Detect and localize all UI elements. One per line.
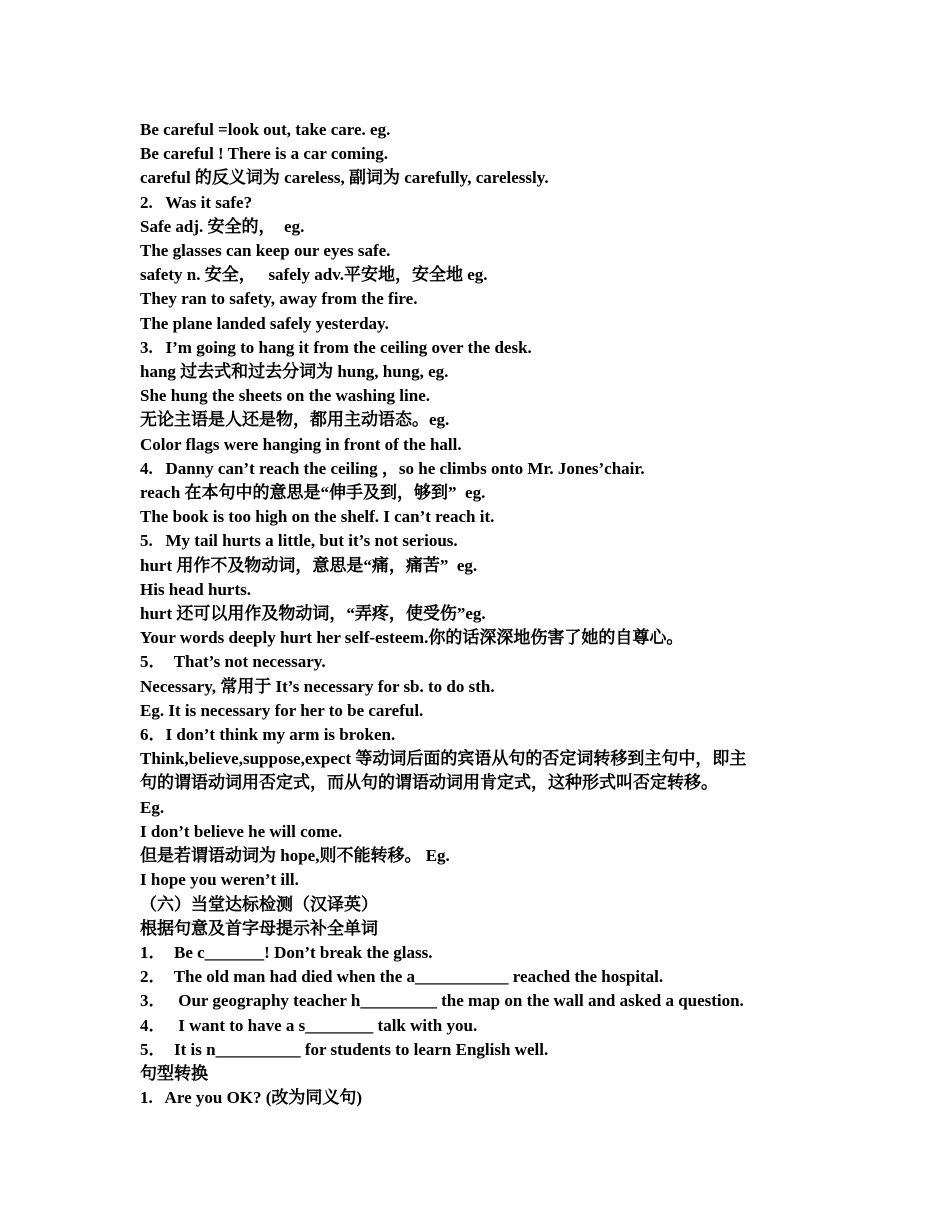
- exercise-instruction: 句型转换: [140, 1063, 208, 1083]
- text-line: Be careful =look out, take care. eg.: [140, 120, 391, 139]
- text-line: safety n. 安全， safely adv.平安地，安全地 eg.: [140, 265, 488, 285]
- text-line: Eg. It is necessary for her to be careful.: [140, 700, 424, 720]
- text-line: 句的谓语动词用否定式，而从句的谓语动词用肯定式，这种形式叫否定转移。: [140, 773, 718, 793]
- text-line: Safe adj. 安全的， eg.: [140, 216, 305, 236]
- section-heading: 5． That’s not necessary.: [140, 652, 326, 672]
- text-line: hurt 还可以用作及物动词，“弄疼，使受伤”eg.: [140, 604, 486, 624]
- text-line: She hung the sheets on the washing line.: [140, 386, 431, 406]
- text-line: Be careful ! There is a car coming.: [140, 144, 389, 164]
- text-line: Think,believe,suppose,expect 等动词后面的宾语从句的否定词转移到主句中，即主: [140, 749, 747, 769]
- exercise-section-title: （六）当堂达标检测（汉译英）: [140, 894, 378, 914]
- section-heading: 4. Danny can’t reach the ceiling ，so he climbs onto Mr. Jones’chair.: [140, 458, 645, 478]
- section-heading: 5. My tail hurts a little, but it’s not serious.: [140, 531, 458, 551]
- text-line: 但是若谓语动词为 hope,则不能转移。 Eg.: [140, 846, 450, 866]
- exercise-item: 4． I want to have a s________ talk with you.: [140, 1015, 478, 1035]
- text-line: hurt 用作不及物动词，意思是“痛，痛苦” eg.: [140, 555, 478, 575]
- section-heading: 2. Was it safe?: [140, 192, 253, 212]
- text-line: hang 过去式和过去分词为 hung, hung, eg.: [140, 362, 449, 382]
- section-heading: 6．I don’t think my arm is broken.: [140, 725, 396, 745]
- text-line: Your words deeply hurt her self-esteem.你的话深深地伤害了她的自尊心。: [140, 628, 684, 648]
- text-line: The book is too high on the shelf. I can’t reach it.: [140, 507, 495, 527]
- exercise-item: 2． The old man had died when the a___________ reached the hospital.: [140, 967, 664, 987]
- text-line: careful 的反义词为 careless, 副词为 carefully, carelessly.: [140, 168, 549, 188]
- exercise-item: 1. Are you OK? (改为同义句): [140, 1088, 363, 1108]
- text-line: His head hurts.: [140, 579, 251, 599]
- section-heading: 3. I’m going to hang it from the ceiling over the desk.: [140, 337, 532, 357]
- text-line: I don’t believe he will come.: [140, 821, 343, 841]
- exercise-item: 5． It is n__________ for students to learn English well.: [140, 1039, 549, 1059]
- text-line: 无论主语是人还是物，都用主动语态。eg.: [140, 410, 450, 430]
- text-line: Color flags were hanging in front of the hall.: [140, 434, 462, 454]
- document-body: [140, 118, 820, 1110]
- exercise-instruction: 根据句意及首字母提示补全单词: [140, 918, 378, 938]
- text-line: reach 在本句中的意思是“伸手及到，够到” eg.: [140, 483, 486, 503]
- text-line: Eg.: [140, 797, 165, 817]
- text-line: They ran to safety, away from the fire.: [140, 289, 418, 309]
- text-line: The glasses can keep our eyes safe.: [140, 241, 391, 261]
- text-line: Necessary, 常用于 It’s necessary for sb. to do sth.: [140, 676, 495, 696]
- exercise-item: 3． Our geography teacher h_________ the map on the wall and asked a question.: [140, 991, 744, 1011]
- text-line: The plane landed safely yesterday.: [140, 313, 389, 333]
- text-line: I hope you weren’t ill.: [140, 870, 299, 890]
- exercise-item: 1． Be c_______! Don’t break the glass.: [140, 942, 433, 962]
